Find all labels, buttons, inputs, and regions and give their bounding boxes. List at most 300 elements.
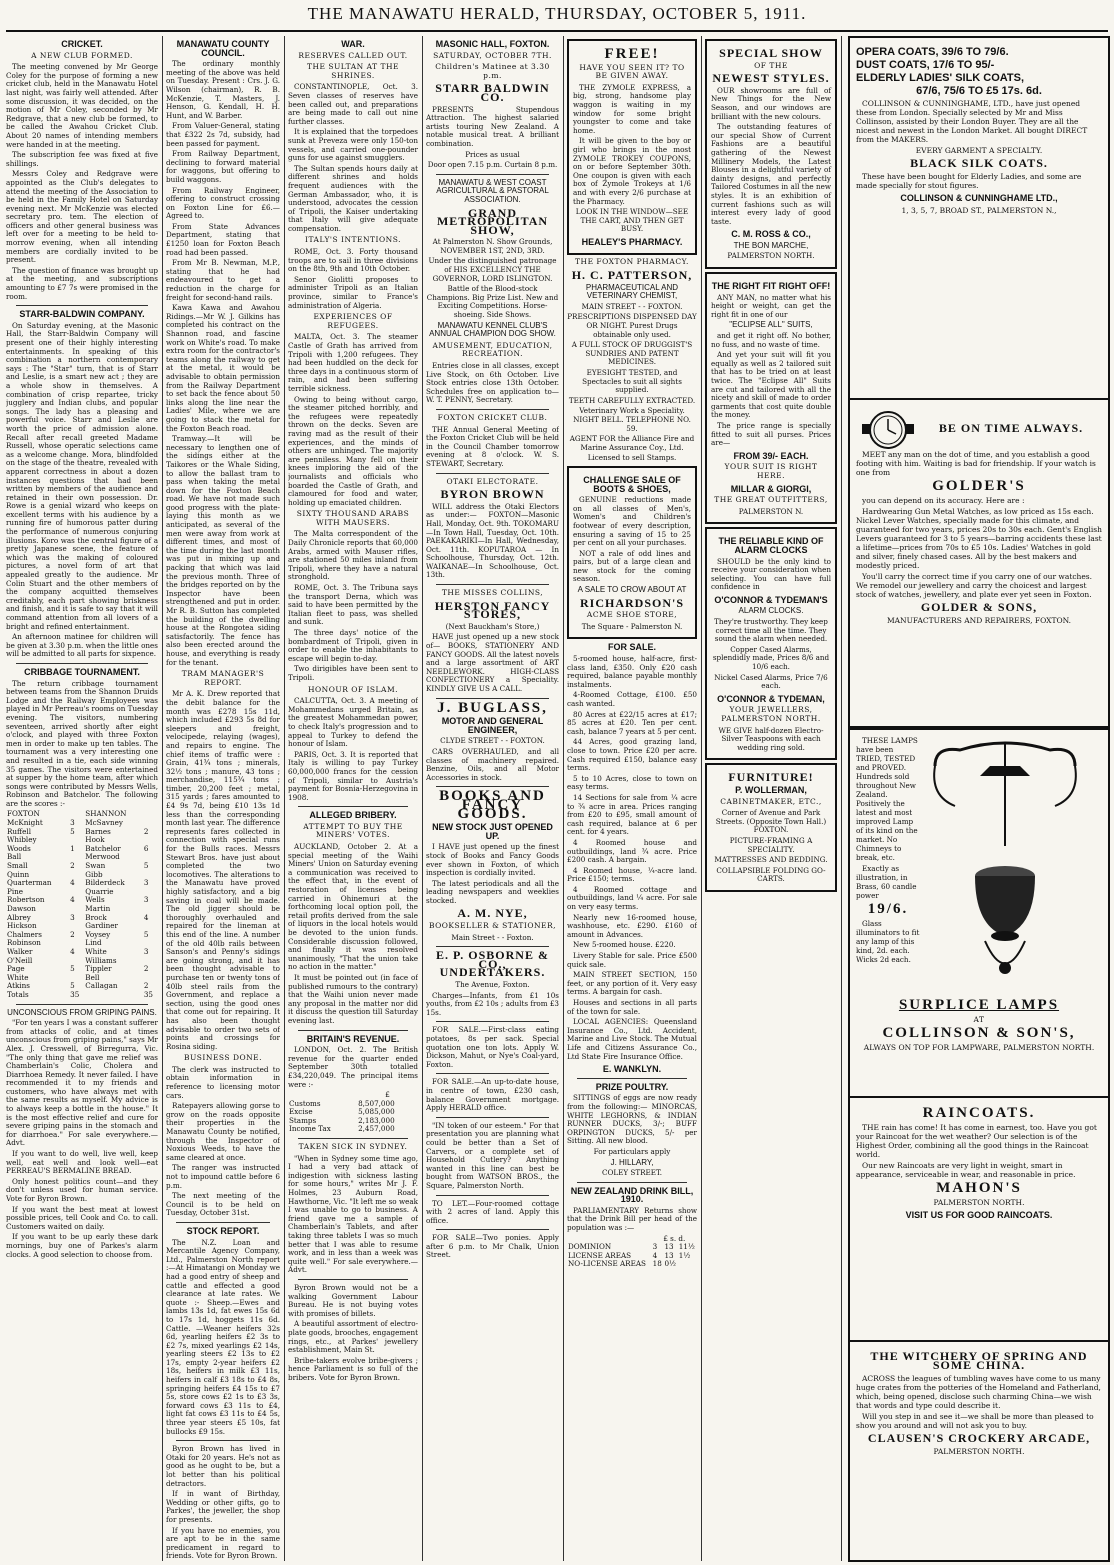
ad-paragraph: Nearly new 16-roomed house, washhouse, etc. £290. £160 of amount in Advances. (567, 912, 697, 939)
ad-paragraph: And yet your suit will fit you equally as well as 2 tailored suit that has to be tried on at least twice. The "Eclipse All" Suits are cut and tailored with all the nicety and skill of made to order garments that cost quite double the money. (711, 350, 831, 420)
divider (436, 786, 549, 787)
divider (298, 1030, 408, 1031)
lamp-illustration-icon (920, 736, 1090, 996)
divider (436, 174, 549, 175)
special-heading: SPECIAL SHOW (719, 46, 823, 60)
witchery-heading: THE WITCHERY OF SPRING AND SOME CHINA. (870, 1349, 1088, 1372)
table-cell: 8,507,000 (358, 1098, 395, 1108)
table-cell: 2 (143, 826, 149, 836)
article-paragraph: From Railway Department, declining to forward material for waggons, but offering to build waggons. (166, 149, 280, 184)
ad-paragraph: Will you step in and see it—we shall be more than pleased to show you around and will not ask you to buy. (856, 1412, 1094, 1430)
article-paragraph: The three days' notice of the bombardment of Tripoli, given in order to enable the inhabitants to escape will begin to-day. (288, 628, 418, 663)
italy-heading: ITALY'S INTENTIONS. (304, 235, 401, 245)
nye-heading: A. M. NYE, (457, 906, 528, 921)
ad-paragraph: Under the distinguished patronage of HIS EXCELLENCY THE GOVERNOR, LORD ISLINGTON. (428, 256, 557, 283)
bribery-subheading: ATTEMPT TO BUY THE MINERS' VOTES. (303, 821, 403, 840)
divider (298, 1138, 408, 1139)
show-title: GRAND METROPOLITAN SHOW, (436, 205, 549, 237)
patterson-sub: PHARMACEUTICAL AND VETERINARY CHEMIST, (585, 282, 679, 301)
table-cell: Walker (7, 946, 33, 956)
table-cell: Woods (7, 843, 31, 853)
free-subheading: HAVE YOU SEEN IT? TO BE GIVEN AWAY. (579, 62, 685, 81)
divider (16, 663, 148, 664)
ad-paragraph: 1, 3, 5, 7, BROAD ST., PALMERSTON N., (901, 206, 1057, 215)
table-cell: Whibley (7, 835, 37, 845)
table-cell: Small (7, 861, 28, 871)
ad-paragraph: LOOK IN THE WINDOW—SEE THE CART, AND THEN GET BUSY. (575, 207, 689, 234)
ad-paragraph: Nickel Cased Alarms, Price 7/6 each. (714, 672, 828, 691)
article-paragraph: From State Advances Department, stating that £1250 loan for Foxton Beach road had been passed. (166, 221, 280, 257)
divider (436, 1117, 549, 1118)
ad-paragraph: Door open 7.15 p.m. Curtain 8 p.m. (427, 160, 558, 170)
divider (298, 806, 408, 807)
ad-paragraph: LOCAL AGENCIES: Queensland Insurance Co., Ltd. Accident, Marine and Live Stock. The Mutual Life and Citizens Assurance Co., Ltd State Fire Insurance Office. (567, 1017, 697, 1061)
table-cell: 18 (652, 1259, 662, 1269)
ad-paragraph: THE rain has come! It has come in earnest, too. Have you got your Raincoat for the wet weather? Our selection is of the Highest Order, combining all the good things in the Raincoat world. (856, 1123, 1097, 1159)
table-cell: Martin (85, 904, 111, 913)
article-paragraph: AUCKLAND, October 2. At a special meeting of the Waihi Miners' Union on Saturday evening a communication was received to the effect that, in the event of restoration of licenses being carried in Ohinemuri at the forthcoming local option poll, the retail profits derived from the sale of liquors in the local hotels would be devoted to the union funds. Considerable discussion followed, and finally it was resolved unanimously, "That the union take no action in the matter." (288, 842, 418, 972)
black-silk-coats: BLACK SILK COATS. (910, 156, 1048, 170)
ad-paragraph: FOR SALE—Two ponies. Apply after 6 p.m. to Mr Chalk, Union Street. (426, 1233, 559, 1260)
table-cell: Hickson (7, 921, 37, 931)
table-cell: 1½ (678, 1250, 691, 1260)
books-subheading: NEW STOCK JUST OPENED UP. (432, 822, 553, 841)
ad-paragraph: OUR showrooms are full of New Things for the New Season, and our windows are brilliant with the new colours. (711, 85, 831, 121)
column-rule (284, 36, 285, 1561)
boots-crow: A SALE TO CROW ABOUT AT (577, 585, 687, 595)
special-of: OF THE (754, 60, 788, 70)
table-cell: 6 (143, 843, 149, 853)
article-paragraph: The Malta correspondent of the Daily Chronicle reports that 60,000 Arabs, armed with Mauser rifles, are stationed 50 miles inland from Tripoli, where they have a natural stronghold. (288, 529, 418, 582)
raincoats-slogan: VISIT US FOR GOOD RAINCOATS. (905, 1210, 1053, 1220)
divider (436, 473, 549, 474)
article-paragraph: The ranger was instructed not to impound cattle before 6 p.m. (166, 1163, 280, 1190)
ross-sub: THE BON MARCHE, (733, 240, 809, 250)
wanklyn-name: E. WANKLYN. (602, 1064, 662, 1075)
ad-paragraph: TEETH CAREFULLY EXTRACTED. (568, 395, 696, 405)
divider (298, 1279, 408, 1280)
table-row (6, 879, 158, 888)
ad-paragraph: Main Street - - Foxton. (451, 932, 534, 942)
ad-paragraph: and get it right off. No bother, no fuss, and no waste of time. (711, 331, 831, 349)
ad-paragraph: 80 Acres at £22/15 acres at £17; 85 acres at £20. Ten per cent. cash, balance 7 years at 5 per cent. (567, 709, 697, 736)
boots-name: RICHARDSON'S (579, 595, 684, 610)
nye-subheading: BOOKSELLER & STATIONER, (428, 921, 557, 931)
ad-paragraph: Battle of the Blood-stock Champions. Big Prize List. New and Exciting Competitions. Horse-shoeing. Side Shows. (426, 284, 559, 320)
totals-shannon: 35 (143, 989, 153, 999)
article-paragraph: It must be pointed out (in face of published rumours to the contrary) that the Waihi union never made any proposal in the matter nor did it discuss the question till Saturday evening last. (288, 972, 418, 1025)
table-cell: 2 (143, 964, 149, 974)
revenue-table (288, 1091, 418, 1134)
divider (436, 1021, 549, 1022)
table-cell: Pine (7, 886, 24, 896)
article-paragraph: "When in Sydney some time ago, I had a very bad attack of indigestion with sickness lasting for some hours," writes Mr J. F. Holmes, 23 Auburn Road, Hawthorne, Vic. "It left me so weak I was unable to go to business. A friend gave me a sample of Chamberlain's Tablets, and after taking three tablets I was so much better that I was able to resume work, and in less than a week was quite well." For sale everywhere.—Advt. (288, 1153, 418, 1275)
article-paragraph: ROME, Oct. 3. Forty thousand troops are to sail in three divisions on the 8th, 9th and 10th October. (288, 247, 418, 274)
table-cell: Gibb (85, 869, 103, 879)
table-cell: Excise (289, 1107, 313, 1117)
table-cell: Atkins (7, 981, 30, 991)
forsale-heading: FOR SALE. (607, 642, 656, 653)
ad-paragraph: SHOULD be the only kind to receive your consideration when selecting. You can have full confidence in (711, 556, 831, 592)
ad-paragraph: For particulars apply (593, 1146, 671, 1156)
opera-line-4: 67/6, 75/6 TO £5 17s. 6d. (916, 85, 1042, 97)
ad-paragraph: WILL address the Otaki Electors as under:— FOXTON—Masonic Hall, Monday, Oct. 9th. TOKOMARU—In Town Hall, Tuesday, Oct. 10th. PAEKAKARIKI—In Hall, Wednesday, Oct. 11th. KOPUTAROA — In Schoolhouse, Thursday, Oct. 12th. WAIKANAE—In Schoolhouse, Oct. 13th. (426, 501, 559, 580)
table-row (6, 853, 158, 862)
table-cell: Quinn (7, 869, 30, 879)
masthead: THE MANAWATU HERALD, THURSDAY, OCTOBER 5, 1911. (307, 4, 807, 23)
article-paragraph: The N.Z. Loan and Mercantile Agency Company, Ltd., Palmerston North report :—At Himatangi on Monday we had a good entry of sheep and cattle and effected a good clearance at late rates. We quote :- Sheep.—Ewes and lambs 13s 1d, fat ewes 15s 6d to 17s 1d, hoggets 11s 6d. Cattle. —Weaner heifers 32s 6d, yearling heifers £2 3s to £2 7s, mixed yearlings £2 14s, yearling steers £2 13s to £2 17s, empty 2-year heifers £2 18s, heifers in milk £3 11s, heifers in calf £3 18s to £4 8s, springing heifers £4 15s to £7 5s, store cows £2 1s to £3 3s, forward cows £3 11s to £4, light fat cows £3 11s to £4 5s, three year steers £5 10s, fat bullocks £9 15s. (166, 1237, 280, 1436)
ad-paragraph: These have been bought for Elderly Ladies, and some are made specially for stout figures. (856, 172, 1082, 190)
revenue-heading: BRITAIN'S REVENUE. (306, 1033, 400, 1044)
clocks-title: ALARM CLOCKS. (738, 606, 804, 616)
council-heading: MANAWATU COUNTY COUNCIL. (176, 39, 270, 58)
masonic-matinee: Children's Matinee at 3.30 p.m. (435, 62, 550, 80)
drink-rows (567, 1243, 697, 1269)
golder-foot: GOLDER & SONS, (920, 600, 1038, 614)
otaki-candidate: BYRON BROWN (440, 487, 545, 502)
healey-name: HEALEY'S PHARMACY. (581, 236, 683, 247)
table-cell: 4 (70, 878, 75, 888)
article-paragraph: Ratepayers allowing gorse to grow on the roads opposite their properties in the Manawatu County be notified, through the Inspector of Noxious Weeds, to have the same cleared at once. (166, 1101, 280, 1162)
ad-paragraph: It will be given to the boy or girl who brings in the most ZYMOLE TROKEY COUPONS, on or before September 30th. One coupon is given with each box of Zymole Trokeys at 1/6 and with every 2/6 purchase at the Pharmacy. (573, 136, 691, 206)
masonic-company: STARR BALDWIN CO. (435, 81, 550, 104)
ad-paragraph: PALMERSTON NORTH. (933, 1447, 1025, 1456)
column-rule (841, 36, 842, 1561)
column-5 (567, 36, 697, 1561)
ad-paragraph: Exactly as illustration, in Brass, 60 candle power (856, 864, 917, 900)
ad-paragraph: MATTRESSES AND BEDDING. (714, 855, 828, 865)
table-cell: 5 (70, 981, 75, 991)
table-cell: Wells (85, 895, 105, 905)
wollerman-sub: CABINETMAKER, ETC., (720, 796, 822, 806)
collins-store: HERSTON FANCY STORES, (434, 598, 551, 622)
ad-paragraph: 4 Roomed house and outbuildings, land ¾ acre. Price £200 cash. A bargain. (567, 837, 697, 865)
table-cell: Swan (85, 861, 106, 871)
ad-paragraph: Licensed to sell Stamps. (587, 453, 677, 463)
table-cell: 13 (664, 1242, 674, 1252)
article-paragraph: The Sultan spends hours daily at different shrines and holds frequent audiences with the German Ambassador, who, it is understood, advocates the cession of Tripoli, the Kaiser undertaking that Italy will give adequate compensation. (288, 163, 418, 233)
divider (577, 1182, 687, 1183)
article-paragraph: CALCUTTA, Oct. 3. A meeting of Mohammedans urged Britain, as the greatest Mohammedan power, to check Italy's progression and to appeal to Turkey to defend the honour of Islam. (288, 696, 418, 749)
cricket-heading: CRICKET. (61, 39, 103, 49)
table-cell: 5,085,000 (358, 1107, 395, 1117)
table-cell: Ball (7, 852, 22, 862)
table-row (6, 845, 158, 854)
article-paragraph: The ordinary monthly meeting of the above was held on Tuesday. Present : Crs. J. G. Wilson (chairman), R. B. McKenzie, T. Masters, J. Henson, G. Kendall, H. H. Hunt, and W. Barber. (166, 59, 280, 120)
table-cell: LICENSE AREAS (568, 1250, 632, 1260)
clausen-ad (848, 1340, 1110, 1562)
article-paragraph: A beautiful assortment of electro-plate goods, brooches, engagement rings, etc., at Parkes' jewellery establishment, Main St. (288, 1319, 418, 1355)
table-cell: Chalmers (7, 929, 42, 939)
golder-ad (848, 398, 1110, 728)
article-paragraph: Tramway.—It will be necessary to lengthen one of the sidings either at the Taikores or the Whale Siding, to allow the ballast tram to pass when taking the metal down for the Foxton Beach road. We have not made such good progress with the plate-laying this month as we anticipated, as several of the men were away from work at different times, and most of the time during the last month was put in mixing up and packing that which was laid the previous month. Three of the bridges reported on by the Inspector have been strengthened and put in order. Mr R. B. Sutton has completed the building of the dwelling house at the Rongotea siding satisfactorily. The fence has also been erected around the house, and everything is ready for the tenant. (166, 434, 280, 667)
ad-paragraph: At Palmerston N. Show Grounds, NOVEMBER 1ST, 2ND, 3RD. (432, 237, 553, 255)
article-paragraph: From Valuer-General, stating that £322 2s 7d, subsidy, had been passed for payment. (166, 121, 280, 148)
table-cell: 3 (70, 818, 75, 828)
article-paragraph: The clerk was instructed to obtain information in reference to licensing motor cars. (166, 1064, 280, 1100)
totals-row (6, 991, 158, 1000)
ad-paragraph: Hardwearing Gun Metal Watches, as low priced as 15s each. Nickel Lever Watches, specially made for this climate, and guaranteed for two years, prices 20s to 30s each. Gent's English Levers guaranteed for 3 to 5 years—barring accidents these last a lifetime—prices from 70s to £5 10s. Ladies' Watches in gold and silver, finely chased cases. All by the best makers and modestly priced. (856, 507, 1102, 570)
ad-paragraph: EVERY GARMENT A SPECIALTY. (915, 146, 1043, 155)
sick-heading: TAKEN SICK IN SYDNEY. (298, 1142, 408, 1152)
ad-paragraph: 4 Roomed house, ¼-acre land. Price £150; terms. (567, 865, 697, 884)
refugee-heading: EXPERIENCES OF REFUGEES. (313, 312, 393, 330)
table-cell: DOMINION (568, 1242, 612, 1252)
article-paragraph: Byron Brown has lived in Otaki for 20 years. He's not as good as he ought to be, but a lot better than his political detractors. (166, 1444, 280, 1488)
special-title: NEWEST STYLES. (712, 71, 830, 86)
ad-paragraph: PALMERSTON NORTH. (933, 1198, 1025, 1207)
divider (176, 1222, 270, 1223)
article-paragraph: MALTA, Oct. 3. The steamer Castle of Grath has arrived from Tripoli with 1,200 refugees. They had been huddled on the deck for three days in a continuous storm of rain, and had been suffering terrible sickness. (288, 332, 418, 393)
totals-label: Totals (7, 989, 29, 999)
fit-heading: THE RIGHT FIT RIGHT OFF! (711, 281, 831, 292)
table-cell: Tippler (85, 964, 112, 974)
table-cell: Merwood (85, 852, 120, 862)
opera-line-2: DUST COATS, 17/6 TO 95/- (856, 59, 995, 71)
free-ad (567, 39, 697, 255)
ad-paragraph: Corner of Avenue and Park Streets. (Opposite Town Hall.) FOXTON. (715, 808, 827, 835)
cribbage-scores-table (6, 810, 158, 999)
table-cell: 2 (70, 929, 75, 939)
article-paragraph: It is explained that the torpedoes sunk at Preveza were only 150-ton vessels, and carried one-pounder guns for use against smugglers. (288, 127, 418, 163)
table-cell: 5 (143, 861, 149, 871)
arabs-heading: SIXTY THOUSAND ARABS WITH MAUSERS. (296, 509, 410, 527)
ad-paragraph: (Next Bauckham's Store,) (445, 621, 540, 631)
ad-paragraph: Charges—Infants, from £1 10s youths, from £2 10s ; adults from £3 15s. (426, 990, 559, 1017)
divider (436, 1229, 549, 1230)
clocks-name: O'CONNOR & TYDEMAN'S (714, 594, 828, 605)
stock-heading: STOCK REPORT. (186, 1225, 260, 1236)
table-cell: 3 (70, 912, 75, 922)
collinson-name: COLLINSON & CUNNINGHAME LTD., (900, 193, 1058, 203)
free-heading: FREE! (604, 46, 660, 62)
poultry-heading: PRIZE POULTRY. (595, 1081, 669, 1092)
ad-paragraph: THESE LAMPS have been TRIED, TESTED and PROVED. Hundreds sold throughout New Zealand. Positively the latest and most improved Lamp of its kind on the market. No Chimneys to break, etc. (856, 736, 918, 862)
ad-paragraph: CLYDE STREET - - FOXTON. (440, 736, 545, 746)
table-cell: Quarrie (85, 886, 114, 896)
divider (436, 946, 549, 947)
article-paragraph: Byron Brown would not be a walking Government Labour Bureau. He is not buying votes with promises of billets. (288, 1282, 418, 1318)
divider (577, 1078, 687, 1079)
ad-paragraph: 4-Roomed Cottage, £100. £50 cash wanted. (567, 690, 697, 708)
mahons-name: MAHON'S (936, 1180, 1022, 1196)
table-cell: 2 (143, 981, 149, 991)
divider (436, 698, 549, 699)
table-cell: 11½ (678, 1242, 695, 1252)
table-cell: 4 (70, 946, 75, 956)
table-cell: Dawson (7, 904, 36, 913)
clocks-heading: THE RELIABLE KIND OF ALARM CLOCKS (718, 536, 824, 555)
ad-paragraph: NOT a rale of odd lines and pairs, but of a large clean and new stock for the coming season. (573, 548, 691, 584)
table-cell: 5 (70, 826, 75, 836)
column-4 (426, 36, 559, 1561)
golder-heading: BE ON TIME ALWAYS. (938, 420, 1084, 435)
column-6 (705, 36, 837, 1561)
divider (436, 1073, 549, 1074)
table-cell: White (85, 946, 107, 956)
table-cell: 4 (70, 895, 75, 905)
table-cell: NO-LICENSE AREAS (568, 1259, 646, 1269)
table-cell: Barnes (85, 826, 111, 836)
ad-paragraph: HAVE just opened up a new stock of— BOOKS, STATIONERY AND FANCY GOODS. All the latest novels and a large assortment of ART NEEDLEWORK. HIGH-CLASS CONFECTIONERY a Speciality. KINDLY GIVE US A CALL. (426, 632, 559, 693)
millar-sub: THE GREAT OUTFITTERS, (714, 495, 828, 505)
table-cell: McKnight (7, 818, 43, 828)
table-cell: Bell (85, 972, 100, 982)
article-paragraph: Bribe-takers evolve bribe-givers ; hence Parliament is so full of the bribers. Vote for Byron Brown. (288, 1355, 418, 1382)
table-cell: White (7, 972, 29, 982)
table-cell: Robinson (7, 938, 41, 948)
totals-foxton: 35 (70, 989, 80, 999)
raincoats-ad (848, 1096, 1110, 1348)
ad-paragraph: COLLAPSIBLE FOLDING GO-CARTS. (716, 865, 826, 884)
article-paragraph: If you want to be up early these dark mornings, buy one of Parkes's alarm clocks. A good selection to choose from. (6, 1232, 158, 1259)
bribery-heading: ALLEGED BRIBERY. (309, 810, 397, 821)
table-row (6, 957, 158, 966)
article-paragraph: The question of finance was brought up at the meeting, and subscriptions amounting to £7 7s were promised in the room. (6, 265, 158, 301)
article-paragraph: From Railway Engineer, offering to construct crossing on Foxton Line for £6.—Agreed to. (166, 185, 280, 221)
war-heading: WAR. (341, 39, 365, 49)
ad-paragraph: CARS OVERHAULED, and all classes of machinery repaired. Benzine, Oils, and all Motor Accessories in stock. (426, 746, 559, 782)
article-paragraph: The return cribbage tournament between teams from the Shannon Druids Lodge and the Railway Employees was played in Mr Perreau's rooms on Tuesday evening. The visitors, numbering seventeen, arrived shortly after eight o'clock, and played with three Foxton men in order to make up ten tables. The tournament was a very interesting one and resulted in a tie, each side winning 35 games. The visitors were entertained at supper by the home team, after which songs were contributed by Messrs Wells, Robinson and Batchelor. The following are the scores :- (6, 678, 158, 808)
table-cell: Albrey (7, 912, 31, 922)
table-cell: Bilderdeck (85, 878, 125, 888)
clausen-name: CLAUSEN'S CROCKERY ARCADE, (867, 1431, 1091, 1445)
ad-paragraph: PRESENTS Stupendous Attraction. The highest salaried artists touring New Zealand. A notable musical treat. A brilliant combination. (426, 104, 559, 148)
table-row (288, 1125, 418, 1134)
table-row (567, 1260, 697, 1269)
table-cell: Voysey (85, 929, 111, 939)
ad-paragraph: PALMERSTON NORTH. (727, 251, 815, 261)
ad-paragraph: 5-roomed house, half-acre, first-class land, £350. Only £20 cash required, balance payable monthly instalments. (567, 654, 697, 689)
show-heading: MANAWATU & WEST COAST AGRICULTURAL & PASTORAL ASSOCIATION. (436, 177, 549, 204)
foxton-cricket-heading: FOXTON CRICKET CLUB. (437, 412, 548, 422)
ad-paragraph: 14 Sections for sale from ¼ acre to ¾ acre in area. Prices ranging from £20 to £95, small amount of cash required, balance at 6 per cent. for 4 years. (567, 792, 697, 837)
table-cell: 5 (143, 929, 149, 939)
collins-heading: THE MISSES COLLINS, (441, 588, 544, 598)
ad-paragraph: FOR SALE.—An up-to-date house, in centre of town, £230 cash, balance Government mortgage. Apply HERALD office. (426, 1077, 559, 1113)
ad-paragraph: COLLINSON & CUNNINGHAME, LTD., have just opened these from London. Specially selected by Mr and Miss Collinson, assisted by their London Buyer. They are all the nicest and newest in the London Market. All bought DIRECT from the MAKERS. (856, 99, 1088, 144)
ad-paragraph: You'll carry the correct time if you carry one of our watches. We remodel our jewellery and carry the choicest and largest stock of watches, jewellery, and plate ever yet seen in Foxton. (856, 572, 1093, 599)
table-cell: O'Neill (7, 955, 33, 965)
patterson-name: H. C. PATTERSON, (571, 268, 693, 283)
divider (436, 584, 549, 585)
wollerman-name: P. WOLLERMAN, (735, 784, 807, 795)
article-paragraph: The meeting convened by Mr George Coley for the purpose of forming a new cricket club, held in the Manawatu Hotel last night, was fairly well attended. After some discussion, it was decided, on the motion of Mr Coley, seconded by Mr Redgrave, that a new club be formed, to be called the Awahou Cricket Club. About 20 names of intending members were handed in at the meeting. (6, 62, 158, 149)
article-paragraph: Two dirigibles have been sent to Tripoli. (288, 664, 418, 682)
table-cell: Stamps (289, 1115, 317, 1125)
column-rule (563, 36, 564, 1561)
cricket-subheading: A NEW CLUB FORMED. (31, 50, 133, 60)
column-rule (701, 36, 702, 1561)
article-paragraph: From Mr B. Newman, M.P., stating that he had endeavoured to get a reduction in the charge for freight for second-hand rails. (166, 258, 280, 302)
revenue-rows (288, 1100, 418, 1134)
ad-paragraph: A FULL STOCK OF DRUGGIST'S SUNDRIES AND PATENT MEDICINES. (571, 340, 693, 367)
article-paragraph: "For ten years I was a constant sufferer from attacks of colic, and at times unconscious from griping pains," says Mr Alex. J. Cresswell, of Birregurra, Vic. "The only thing that gave me relief was Chamberlain's Colic, Cholera and Diarrhoea Remedy. It never failed. I have recommended it to my friends and customers, who have always met with the same results as myself. My advice is to always keep a bottle in the house." It is the most effective relief and cure for severe griping pains in the stomach and for diarrhoea." For sale everywhere.—Advt. (6, 1018, 158, 1148)
buglass-heading: J. BUGLASS, (437, 699, 548, 716)
ad-paragraph: AGENT FOR the Alliance Fire and Marine Assurance Coy., Ltd. (569, 434, 695, 452)
lamps-body (856, 736, 1102, 996)
ad-paragraph: PARLIAMENTARY Returns show that the Drink Bill per head of the population was :— (567, 1205, 697, 1233)
table-cell: Hook (85, 835, 105, 845)
boots-heading: CHALLENGE SALE OF BOOTS & SHOES, (583, 474, 681, 494)
millar-name: MILLAR & GIORGI, (730, 483, 812, 494)
table-cell: Robertson (7, 895, 45, 905)
article-paragraph: Senor Giolitti proposes to administer Tripoli as an Italian province, similar to France's administration of Algeria. (288, 274, 418, 310)
currency-label: £ (385, 1090, 390, 1100)
article-paragraph: The next meeting of the Council is to be held on Tuesday, October 31st. (166, 1191, 280, 1218)
buglass-subheading: MOTOR AND GENERAL ENGINEER, (441, 716, 544, 735)
ad-paragraph: I HAVE just opened up the finest stock of Books and Fancy Goods ever shown in Foxton, of which inspection is cordially invited. (426, 842, 559, 878)
ad-paragraph: TO LET.—Four-roomed cottage with 2 acres of land. Apply this office. (426, 1198, 559, 1225)
opera-line-3: ELDERLY LADIES' SILK COATS, (856, 72, 1025, 84)
ad-paragraph: ANY MAN, no matter what his height or weight, can get the right fit in one of our (711, 292, 831, 319)
eclipse-suits: "ECLIPSE ALL" SUITS, (729, 320, 813, 330)
ad-paragraph: The price range is specially fitted to suit all purses. Prices are— (711, 420, 831, 448)
millar-ad (705, 272, 837, 524)
ad-paragraph: PALMERSTON N. (738, 506, 804, 516)
ad-paragraph: PRESCRIPTIONS DISPENSED DAY OR NIGHT. Purest Drugs obtainable only used. (567, 312, 697, 339)
surplice-lamps: SURPLICE LAMPS (898, 997, 1060, 1013)
table-cell: 13 (664, 1250, 674, 1260)
table-cell: 3 (143, 878, 149, 888)
table-row (6, 965, 158, 974)
clocks-ad (705, 527, 837, 760)
clocks-sub: YOUR JEWELLERS, PALMERSTON NORTH. (721, 705, 821, 723)
lamps-text (856, 736, 920, 996)
ad-paragraph: GENUINE reductions made on all classes of Men's, Women's and Children's footwear of every description, ensuring a saving of 15 to 25 per cent on all your purchases. (573, 495, 691, 548)
furniture-heading: FURNITURE! (728, 770, 814, 785)
divider (176, 1440, 270, 1441)
ad-paragraph: New 5-roomed house. £220. (573, 940, 676, 950)
table-cell (678, 1260, 697, 1269)
books-heading: BOOKS AND FANCY GOODS. (439, 788, 546, 822)
article-paragraph: If you have no enemies, you are apt to be in the same predicament in regard to friends. Vote for Byron Brown. (166, 1525, 280, 1561)
islam-heading: HONOUR OF ISLAM. (307, 684, 399, 694)
table-cell: 3 (143, 895, 149, 905)
table-cell: Quarterman (7, 878, 52, 888)
table-cell: 5 (70, 964, 75, 974)
column-2 (166, 36, 280, 1561)
table-cell: Ruffell (7, 826, 31, 836)
griping-heading: UNCONSCIOUS FROM GRIPING PAINS. (7, 1007, 157, 1017)
boots-sub: ACME SHOE STORE, (586, 610, 678, 620)
fit-slogan: YOUR SUIT IS RIGHT HERE. (724, 462, 818, 480)
furniture-ad (705, 763, 837, 892)
ad-paragraph: Copper Cased Alarms, splendidly made, Prices 8/6 and 10/6 each. (712, 644, 830, 672)
column-3 (288, 36, 418, 1561)
otaki-heading: OTAKI ELECTORATE. (446, 476, 539, 486)
article-paragraph: PARIS, Oct. 3. It is reported that Italy is willing to pay Turkey 60,000,000 francs for the cession of Tripoli, similar to Austria's payment for Bosnia-Herzegovina in 1908. (288, 749, 418, 802)
article-paragraph: LONDON, Oct. 2. The British revenue for the quarter ended September 30th totalled £34,220,049. The principal items were :- (288, 1045, 418, 1089)
clock-icon (856, 406, 920, 450)
ad-paragraph: "IN token of our esteem." For that presentation you are planning what could be better than a Set of Carvers, or a complete set of Household Cutlery? Anything wanted in this line can best be bought from WATSON BROS., the Square, Palmerston North. (426, 1120, 559, 1190)
collinson-son-name: COLLINSON & SON'S, (882, 1025, 1076, 1041)
article-paragraph: Mr A. K. Drew reported that the debit balance for the month was £278 15s 11d, which included £293 5s 8d for sleepers and freight, velocipede, relaying (wages), and repairs to engine. The chief items of traffic were : Grain, 41¾ tons ; minerals, 32½ tons ; manure, 43 tons ; merchandise, 115¾ tons ; timber, 20,200 feet ; metal, 315 yards ; fares amounted to £4 9s 7d, being £10 13s 1d less than the corresponding month last year. The difference represents fares collected in connection with special runs for the Bulls races. Messrs Stewart Bros. have just about completed the two locomotives. The alterations to the Manawatu have proved highly satisfactory, and a big saving in coal will be made. The old jigger should be thoroughly overhauled and repaired for the lineman at this end of the line. A number of the old 40lb rails between Sanson's and Penny's sidings are going strong, and it has been thought advisable to purchase ten or twenty tons of 40lb steel rails from the Government, and replace a section, using the good ones that come out for repairing. It has also been thought advisable to order two sets of points and crossings for Rosina siding. (166, 689, 280, 1051)
ad-paragraph: FOR SALE.—First-class eating potatoes, 8s per sack. Special quotation one ton lots. Apply W. Dickson, Mahut, or Nye's Coal-yard, Foxton. (426, 1025, 559, 1069)
cribbage-rows (6, 819, 158, 991)
team-header: FOXTON (7, 809, 40, 819)
war-subheading: RESERVES CALLED OUT. (298, 50, 408, 60)
ad-paragraph: THE ZYMOLE EXPRESS, a big, strong, handsome play waggon is waiting in my window for some bright youngster to come and take home. (573, 82, 691, 135)
table-cell: Income Tax (289, 1124, 331, 1134)
osborne-heading: E. P. OSBORNE & CO., UNDERTAKERS. (436, 948, 549, 980)
golder-name: GOLDER'S (932, 478, 1026, 494)
fit-price: FROM 39/- EACH. (733, 450, 809, 461)
opera-coats-ad (848, 36, 1110, 404)
ad-paragraph: They're trustworthy. They keep correct time all the time. They sound the alarm when needed. (714, 617, 828, 644)
article-paragraph: If you want to do well, live well, keep well, eat well and look well—eat PERREAU'S BERMALINE BREAD. (6, 1149, 158, 1176)
article-paragraph: If you want the best meat at lowest possible prices, tell Cook and Co. to call. Customers waited on daily. (6, 1204, 158, 1231)
